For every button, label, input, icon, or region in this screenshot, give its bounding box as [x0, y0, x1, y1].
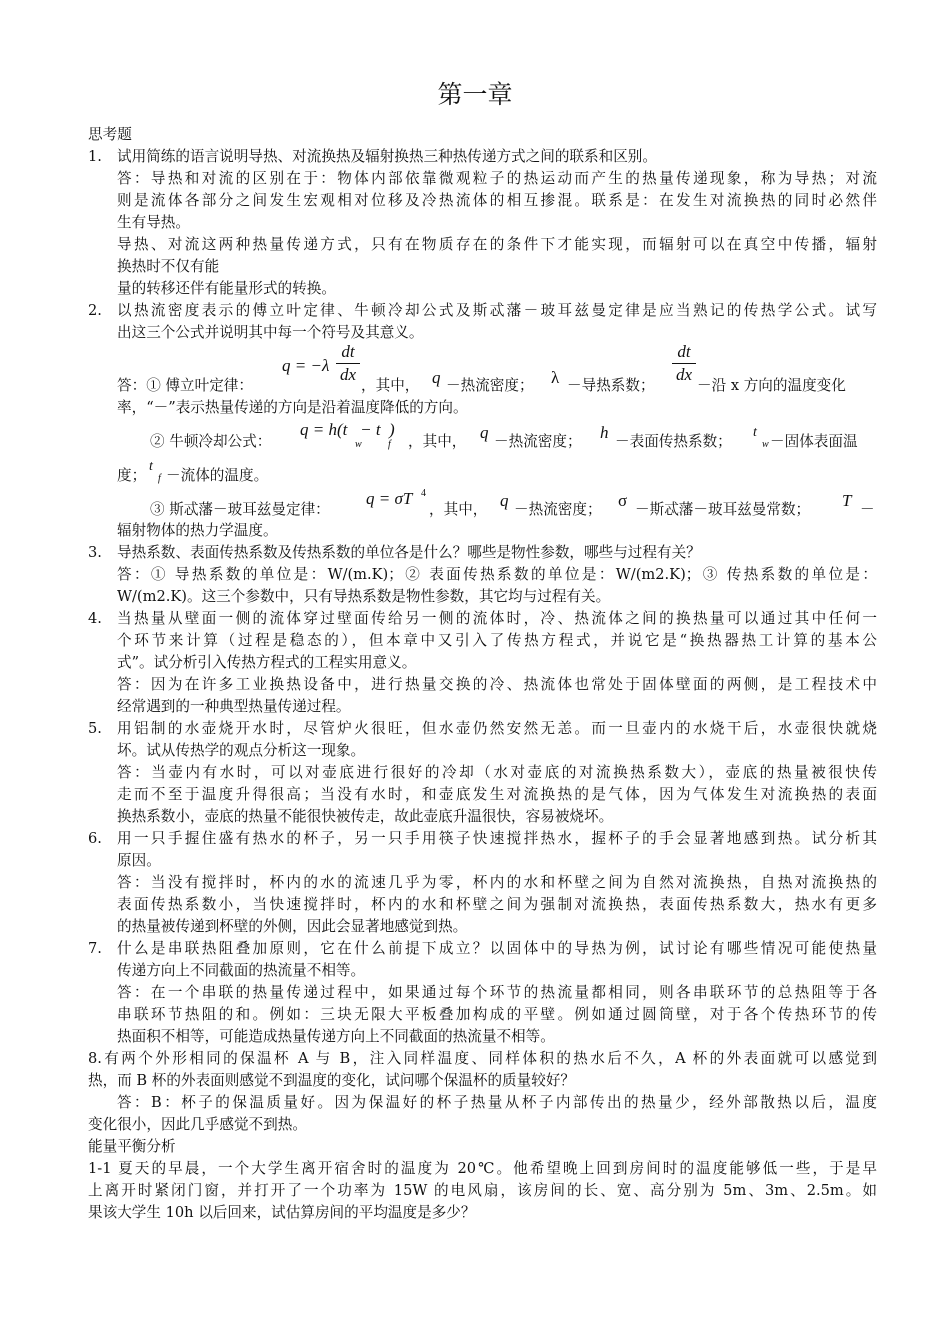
- subscript-w: w: [355, 439, 362, 450]
- symbol-q: q: [432, 368, 441, 387]
- answer-text: －热流密度；: [514, 501, 602, 518]
- fourier-formula: q = −λ: [282, 356, 330, 375]
- answer-text: 答：当没有搅拌时，杯内的水的流速几乎为零，杯内的水和杯壁之间为自然对流换热，自热对流换热的: [117, 874, 877, 891]
- newton-formula: q = h(t − t ): [300, 420, 395, 439]
- answer-text: 热面积不相等，可能造成热量传递方向上不同截面的热流量不相等。: [117, 1028, 555, 1045]
- question-number: 5.: [88, 720, 102, 737]
- problem-text: 上离开时紧闭门窗，并打开了一个功率为 15W 的电风扇，该房间的长、宽、高分别为 5m、3m、2.5m。如: [88, 1182, 877, 1199]
- section-heading-thinking: 思考题: [88, 126, 132, 143]
- answer-text: 的热量被传递到杯壁的外侧，因此会显著地感觉到热。: [117, 918, 468, 935]
- answer-text: 生有导热。: [117, 214, 190, 231]
- answer-text: 则是流体各部分之间发生宏观相对位移及冷热流体的相互掺混。联系是：在发生对流换热的同时必然伴: [117, 192, 877, 209]
- answer-text: ，其中，: [408, 433, 467, 450]
- answer-text: 答：在一个串联的热量传递过程中，如果通过每个环节的热流量都相同，则各串联环节的总热阻等于各: [117, 984, 877, 1001]
- answer-text: －导热系数；: [567, 377, 655, 394]
- answer-text: 走而不至于温度升得很高；当没有水时，和壶底发生对流换热的是气体，因为气体发生对流换热的表面: [117, 786, 877, 803]
- question-text: 坏。试从传热学的观点分析这一现象。: [117, 742, 366, 759]
- answer-text: －表面传热系数；: [615, 433, 732, 450]
- answer-text: 换热时不仅有能: [117, 258, 220, 275]
- question-text: 用铝制的水壶烧开水时，尽管炉火很旺，但水壶仍然安然无恙。而一旦壶内的水烧干后，水壶很快就烧: [117, 720, 877, 737]
- answer-text: －斯忒藩－玻耳兹曼常数；: [635, 501, 811, 518]
- answer-text: 经常遇到的一种典型热量传递过程。: [117, 698, 351, 715]
- answer-text: 度；: [117, 467, 147, 484]
- answer-text: 答：因为在许多工业换热设备中，进行热量交换的冷、热流体也常处于固体壁面的两侧，是工程技术中: [117, 676, 877, 693]
- fraction-denominator: dx: [339, 365, 357, 384]
- answer-text: 换热系数小，壶底的热量不能很快被传走，故此壶底升温很快，容易被烧坏。: [117, 808, 614, 825]
- question-text: 出这三个公式并说明其中每一个符号及其意义。: [117, 324, 424, 341]
- fraction-bar: [672, 363, 696, 364]
- answer-text: 表面传热系数小，当快速搅拌时，杯内的水和杯壁之间为强制对流换热，表面传热系数大，热水有更多: [117, 896, 877, 913]
- answer-text: －: [860, 501, 875, 518]
- symbol-q: q: [500, 491, 509, 510]
- answer-text: 量的转移还伴有能量形式的转换。: [117, 280, 336, 297]
- question-text: 当热量从壁面一侧的流体穿过壁面传给另一侧的流体时，冷、热流体之间的换热量可以通过其中任何一: [117, 610, 877, 627]
- answer-text: ，其中，: [361, 377, 420, 394]
- question-text: 以热流密度表示的傅立叶定律、牛顿冷却公式及斯忒藩－玻耳兹曼定律是应当熟记的传热学公式。试写: [117, 302, 877, 319]
- answer-text: －热流密度；: [494, 433, 582, 450]
- question-number: 7.: [88, 940, 102, 957]
- question-text: 什么是串联热阻叠加原则，它在什么前提下成立？以固体中的导热为例，试讨论有哪些情况可能使热量: [117, 940, 877, 957]
- answer-lead: 答：① 傅立叶定律：: [117, 377, 253, 394]
- answer-text: 答：导热和对流的区别在于：物体内部依靠微观粒子的热运动而产生的热量传递现象，称为导热；对流: [117, 170, 877, 187]
- symbol-h: h: [600, 423, 609, 442]
- answer-text: 率，“－”表示热量传递的方向是沿着温度降低的方向。: [117, 399, 468, 416]
- question-text: 个环节来计算（过程是稳态的），但本章中又引入了传热方程式，并说它是“换热器热工计算的基本公: [117, 632, 877, 649]
- symbol-t: t: [753, 425, 757, 440]
- superscript-4: 4: [421, 488, 426, 499]
- fraction-numerator: dt: [677, 342, 691, 361]
- question-text: 式”。试分析引入传热方程式的工程实用意义。: [117, 654, 417, 671]
- answer-text: ，其中，: [429, 501, 488, 518]
- answer-text: －沿 x 方向的温度变化: [697, 377, 846, 394]
- question-number: 6.: [88, 830, 102, 847]
- section-heading-energy: 能量平衡分析: [88, 1138, 176, 1155]
- symbol-sigma: σ: [618, 491, 628, 510]
- answer-text: 答：当壶内有水时，可以对壶底进行很好的冷却（水对壶底的对流换热系数大），壶底的热量被很快传: [117, 764, 877, 781]
- question-text: 传递方向上不同截面的热流量不相等。: [117, 962, 366, 979]
- stefan-boltzmann-formula: q = σT: [366, 489, 413, 508]
- question-number: 1.: [88, 148, 102, 165]
- problem-text: 1-1 夏天的早晨，一个大学生离开宿舍时的温度为 20℃。他希望晚上回到房间时的温度能够低一些，于是早: [88, 1160, 877, 1177]
- question-text: 原因。: [117, 852, 161, 869]
- chapter-title: 第一章: [437, 80, 513, 109]
- fraction-dt-dx: [336, 342, 360, 385]
- fraction-dt-dx: [672, 342, 696, 385]
- answer-text: W/(m2.K)。这三个参数中，只有导热系数是物性参数，其它均与过程有关。: [117, 588, 611, 605]
- question-text: 用一只手握住盛有热水的杯子，另一只手用筷子快速搅拌热水，握杯子的手会显著地感到热。试分析其: [117, 830, 877, 847]
- answer-lead: ③ 斯忒藩－玻耳兹曼定律：: [150, 501, 330, 518]
- answer-text: －固体表面温: [770, 433, 858, 450]
- answer-text: 辐射物体的热力学温度。: [117, 522, 278, 539]
- fraction-numerator: dt: [341, 342, 355, 361]
- question-text: 8.有两个外形相同的保温杯 A 与 B，注入同样温度、同样体积的热水后不久，A 杯的外表面就可以感觉到: [88, 1050, 877, 1067]
- question-text: 试用简练的语言说明导热、对流换热及辐射换热三种热传递方式之间的联系和区别。: [117, 148, 657, 165]
- answer-text: 串联环节热阻的和。例如：三块无限大平板叠加构成的平壁。例如通过圆筒壁，对于各个传热环节的传: [117, 1006, 877, 1023]
- symbol-q: q: [480, 423, 489, 442]
- answer-text: 答：① 导热系数的单位是：W/(m.K)；② 表面传热系数的单位是：W/(m2.K)；③ 传热系数的单位是：: [117, 566, 877, 583]
- question-number: 4.: [88, 610, 102, 627]
- subscript-w: w: [762, 439, 769, 450]
- fraction-denominator: dx: [675, 365, 693, 384]
- answer-text: －热流密度；: [446, 377, 534, 394]
- symbol-t: t: [149, 459, 153, 474]
- fraction-bar: [336, 363, 360, 364]
- question-text: 导热系数、表面传热系数及传热系数的单位各是什么？哪些是物性参数，哪些与过程有关？: [117, 544, 701, 561]
- problem-text: 果该大学生 10h 以后回来，试估算房间的平均温度是多少？: [88, 1204, 476, 1221]
- question-text: 热，而 B 杯的外表面则感觉不到温度的变化，试问哪个保温杯的质量较好？: [88, 1072, 576, 1089]
- question-number: 3.: [88, 544, 102, 561]
- answer-text: 答：B：杯子的保温质量好。因为保温好的杯子热量从杯子内部传出的热量少，经外部散热以后，温度: [117, 1094, 877, 1111]
- answer-text: 变化很小，因此几乎感觉不到热。: [88, 1116, 307, 1133]
- answer-lead: ② 牛顿冷却公式：: [150, 433, 272, 450]
- answer-text: －流体的温度。: [166, 467, 269, 484]
- question-number: 2.: [88, 302, 102, 319]
- subscript-f: f: [158, 473, 161, 484]
- answer-text: 导热、对流这两种热量传递方式，只有在物质存在的条件下才能实现，而辐射可以在真空中传播，辐射: [117, 236, 877, 253]
- symbol-T: T: [842, 491, 852, 510]
- subscript-f: f: [388, 439, 391, 450]
- symbol-lambda: λ: [551, 368, 560, 387]
